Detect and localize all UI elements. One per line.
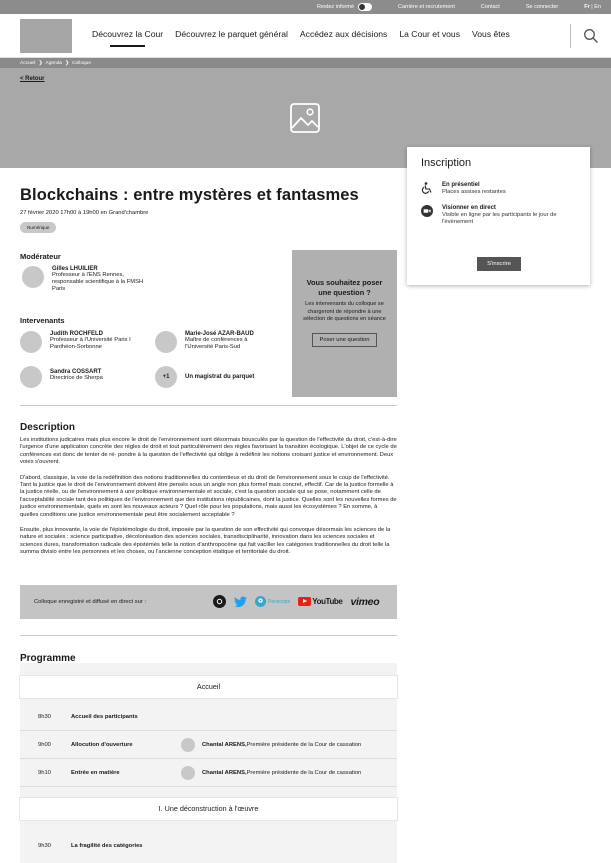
programme-row [20, 703, 397, 731]
more-speakers-badge[interactable]: +1 [155, 366, 177, 388]
breadcrumb-item-colloque: Colloque [72, 60, 92, 66]
ask-question-button[interactable]: Poser une question [312, 333, 378, 347]
question-title: Vous souhaitez poser une question ? [306, 278, 383, 297]
description-paragraph: Ensuite, plus innovante, la voie de l'épistémologie du droit, imposée par la question de son effectivité qui convoque désormais les sciences de la nature et sociales : science participative, décolonisation des sciences sociales, transdisciplinarité, innovation dans les sciences sociales et sciences dures, transformation radicale des épistémès telle la notion d'anthropocène qui fait vaciller les catégories traditionnelles du droit telle la summa divisio entre les personnes et les choses, ou l'ancienne conception étatique et territoriale du droit. [20, 527, 391, 556]
speaker-card [20, 366, 150, 388]
programme-section-header: Accueil [20, 676, 397, 698]
nav-item-decouvrez-la-cour[interactable]: Découvrez la Cour [92, 29, 163, 43]
breadcrumb-item-agenda[interactable]: Agenda [45, 60, 63, 66]
event-title: Blockchains : entre mystères et fantasmes [20, 186, 359, 204]
periscope-label: Periscope [268, 598, 291, 605]
programme-time: 9h00 [38, 741, 51, 748]
speaker-name: Marie-José AZAR-BAUD [185, 331, 254, 337]
moderator-role: Professeur à l'ENS Rennes, responsable scientifique à la FMSH Paris [52, 272, 144, 293]
question-box [292, 250, 397, 397]
avatar [155, 331, 177, 353]
speaker-name: Judith ROCHFELD [50, 331, 103, 337]
avatar [20, 366, 42, 388]
speaker-name: Chantal ARENS, [202, 769, 247, 776]
main-navigation [0, 14, 611, 58]
language-switcher [584, 4, 601, 10]
avatar [20, 331, 42, 353]
programme-row [20, 832, 397, 860]
utility-bar [0, 0, 611, 14]
nav-divider [570, 24, 571, 48]
programme-time: 9h10 [38, 769, 51, 776]
description-heading: Description [20, 422, 76, 433]
login-link[interactable]: Se connecter [525, 4, 559, 10]
programme-title: La fragilité des catégories [71, 843, 143, 849]
careers-link[interactable]: Carrière et recrutement [398, 4, 455, 10]
nav-item-la-cour-et-vous[interactable]: La Cour et vous [399, 28, 461, 39]
breadcrumb-item-home[interactable]: Accueil [20, 60, 36, 66]
inscription-card [407, 147, 590, 285]
chevron-right-icon: ❯ [38, 60, 43, 66]
chevron-right-icon: ❯ [65, 60, 70, 66]
question-text: Les intervenants du colloque se chargeront de répondre à une sélection de questions en séance [303, 301, 386, 322]
search-icon[interactable] [583, 28, 599, 44]
option-live-sub: Visible en ligne par les participants le jour de l'évènement [442, 212, 557, 226]
youtube-link[interactable] [298, 597, 342, 606]
moderator-card [22, 266, 280, 294]
youtube-play-icon [298, 597, 311, 606]
dailymotion-icon[interactable] [213, 595, 226, 608]
programme-title: Allocution d'ouverture [71, 741, 133, 748]
avatar [181, 738, 195, 752]
nav-item-parquet-general[interactable]: Découvrez le parquet général [175, 28, 288, 39]
avatar [181, 766, 195, 780]
speaker-role: Maître de conférences à l'Université Paris-Sud [185, 337, 248, 351]
option-in-person [421, 182, 576, 196]
option-live [421, 205, 576, 226]
speaker-name: Un magistrat du parquet [185, 374, 255, 380]
speaker-card [155, 331, 280, 353]
lang-en[interactable]: En [594, 4, 601, 10]
breadcrumb [0, 58, 611, 68]
stay-informed-toggle[interactable] [317, 3, 372, 11]
youtube-label: YouTube [312, 597, 343, 606]
speaker-role: Première présidente de la Cour de cassation [246, 741, 362, 748]
inscription-title: Inscription [421, 157, 472, 169]
toggle-switch[interactable] [358, 3, 372, 11]
speakers-heading: Intervenants [20, 316, 65, 325]
speaker-name: Sandra COSSART [50, 369, 102, 375]
category-tag[interactable]: Numérique [20, 222, 56, 233]
speaker-role: Directrice de Sherpa [50, 375, 103, 381]
programme-heading: Programme [20, 653, 76, 664]
programme-speaker [181, 738, 361, 752]
description-paragraph: Les institutions judicaires mais plus encore le droit de l'environnement sont désormais bousculés par la question de l'effectivité du droit, c'est-à-dire l'urgence d'une application concrète des règles de droit et tout particulièrement des règles favorisant la transition écologique. L'objet de ce cycle de conférences est donc de tenter de ré- pondre à la question de l'effectivité qui oblige à redéfinir les notions croisant justice et environnement. Deux voies s'ouvrent. [20, 437, 397, 466]
back-link[interactable]: < Retour [20, 76, 45, 82]
programme-section-header: I. Une déconstruction à l'œuvre [20, 798, 397, 820]
speaker-role: Première présidente de la Cour de cassation [246, 769, 362, 776]
nav-item-decisions[interactable]: Accédez aux décisions [299, 28, 388, 39]
speaker-name: Chantal ARENS, [202, 741, 247, 748]
programme-time: 9h30 [38, 843, 51, 849]
description-section [20, 422, 397, 557]
wheelchair-icon [421, 182, 433, 194]
programme-title: Accueil des participants [71, 713, 138, 720]
register-button[interactable]: S'inscrire [477, 257, 521, 271]
contact-link[interactable]: Contact [480, 4, 500, 10]
broadcast-label: Colloque enregistré et diffusé en direct sur : [34, 599, 147, 605]
moderator-heading: Modérateur [20, 252, 61, 261]
lang-separator: | [591, 4, 593, 10]
programme-time: 8h30 [38, 713, 51, 720]
event-content [20, 186, 397, 556]
twitter-icon[interactable] [234, 596, 247, 608]
speaker-card [155, 366, 280, 388]
programme-row [20, 759, 397, 787]
periscope-link[interactable] [255, 596, 290, 607]
avatar [22, 266, 44, 288]
programme-speaker [181, 766, 361, 780]
lang-fr[interactable]: Fr [584, 4, 590, 10]
broadcast-bar [20, 585, 397, 619]
divider [20, 635, 397, 636]
programme-row [20, 731, 397, 759]
periscope-icon [255, 596, 266, 607]
option-in-person-sub: Places assises restantes [442, 189, 506, 195]
event-date: 27 février 2020 17h00 à 19h00 en Grand'chambre [20, 210, 149, 216]
moderator-name: Gilles LHUILIER [52, 266, 98, 272]
option-live-title: Visionner en direct [442, 205, 496, 212]
social-links [213, 595, 387, 608]
option-in-person-title: En présentiel [442, 182, 480, 188]
description-paragraph: D'abord, classique, la voie de la redéfinition des notions traditionnelles du contentieux et du droit de l'environnement sous le coup de l'effectivité. Tant la justice que le droit de l'environnement doivent être pensés sous un angle non plus formel mais concret, effectif. Car de la justice formelle à la justice réelle, ou de l'environnement à une politique environnementale et sociale, c'est la question sociale qui se pose, notamment celle de l'acceptabilité sociale tant des politiques de l'environnement que des institutions républicaines, dont la justice. Quelles sont les nouvelles formes de justice environnementale, quels en sont les nouveaux acteurs ? Quel rôle pour les populations, mais aussi les écosystèmes ? En somme, à quelles conditions une justice environnementale peut être socialement acceptable ? [20, 474, 397, 518]
divider [20, 405, 397, 406]
image-placeholder-icon [290, 103, 320, 133]
stay-informed-label: Restez informé [317, 4, 355, 10]
speaker-card [20, 331, 150, 353]
vimeo-link[interactable]: vimeo [350, 595, 380, 608]
programme-title: Entrée en matière [71, 769, 120, 776]
video-camera-icon [421, 205, 433, 217]
nav-item-vous-etes[interactable]: Vous êtes [472, 28, 510, 39]
speaker-role: Professeur à l'Université Paris I Panthéon-Sorbonne [50, 337, 131, 351]
site-logo[interactable] [20, 19, 72, 53]
